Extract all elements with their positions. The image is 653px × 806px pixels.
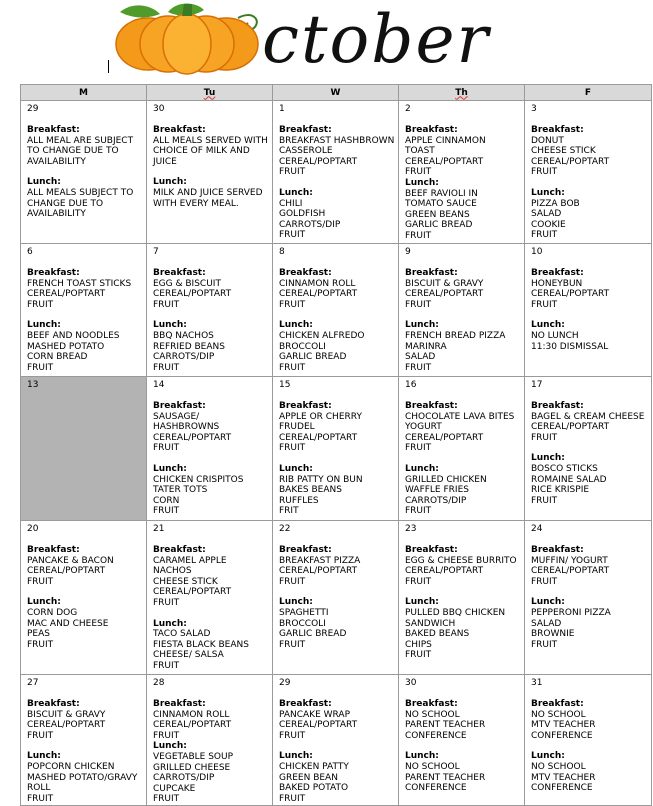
- lunch-item: BEEF AND NOODLES: [27, 330, 120, 341]
- lunch-label: Lunch:: [405, 463, 439, 474]
- breakfast-label: Breakfast:: [279, 125, 332, 135]
- lunch-item: NO LUNCH: [531, 330, 579, 341]
- lunch-label: Lunch:: [405, 177, 439, 188]
- breakfast-label: Breakfast:: [153, 125, 206, 135]
- day-cell-monday: [21, 521, 147, 675]
- lunch-item: PEAS: [27, 629, 50, 640]
- breakfast-item: FRUIT: [531, 432, 558, 443]
- day-number: 8: [279, 247, 285, 257]
- lunch-item: FRENCH BREAD PIZZA: [405, 330, 506, 341]
- breakfast-label: Breakfast:: [27, 125, 80, 135]
- breakfast-item: CEREAL/POPTART: [153, 289, 232, 300]
- lunch-item: FRIT: [279, 506, 299, 517]
- breakfast-item: PANCAKE WRAP: [279, 709, 351, 720]
- breakfast-item: FRUIT: [405, 576, 432, 587]
- day-cell-wednesday: [273, 244, 399, 377]
- lunch-item: FRUIT: [279, 362, 306, 373]
- lunch-label: Lunch:: [279, 320, 313, 331]
- page-header: [0, 0, 653, 84]
- breakfast-item: FRUIT: [153, 443, 180, 454]
- lunch-item: CORN: [153, 495, 180, 506]
- day-number: 31: [531, 678, 543, 688]
- breakfast-item: FRUIT: [531, 167, 558, 178]
- lunch-label: Lunch:: [153, 320, 187, 331]
- breakfast-item: HASHBROWNS: [153, 422, 220, 433]
- breakfast-item: PARENT TEACHER: [405, 720, 486, 731]
- breakfast-label: Breakfast:: [405, 699, 458, 709]
- day-number: 21: [153, 524, 165, 534]
- lunch-item: NO SCHOOL: [405, 761, 460, 772]
- breakfast-label: Breakfast:: [153, 401, 206, 411]
- breakfast-item: BREAKFAST HASHBROWN: [279, 135, 395, 146]
- lunch-item: CARROTS/DIP: [153, 773, 215, 784]
- breakfast-item: CEREAL/POPTART: [279, 156, 358, 167]
- breakfast-item: CONFERENCE: [405, 730, 467, 741]
- breakfast-item: JUICE: [153, 156, 177, 167]
- week-row: [21, 101, 652, 244]
- breakfast-label: Breakfast:: [279, 268, 332, 278]
- lunch-label: Lunch:: [27, 320, 61, 331]
- breakfast-item: TOAST: [405, 146, 435, 157]
- lunch-item: PULLED BBQ CHICKEN: [405, 607, 506, 618]
- day-cell-friday: [525, 675, 652, 806]
- breakfast-item: DONUT: [531, 135, 564, 146]
- lunch-item: FRUIT: [27, 793, 54, 804]
- breakfast-item: NO SCHOOL: [405, 709, 460, 720]
- lunch-item: SALAD: [531, 209, 562, 220]
- breakfast-item: BISCUIT & GRAVY: [405, 278, 484, 289]
- breakfast-item: CEREAL/POPTART: [405, 432, 484, 443]
- lunch-item: TACO SALAD: [153, 629, 211, 640]
- breakfast-item: CEREAL/POPTART: [27, 720, 106, 731]
- breakfast-item: PANCAKE & BACON: [27, 555, 114, 566]
- lunch-item: FRUIT: [279, 230, 306, 241]
- lunch-item: CHEESE/ SALSA: [153, 650, 224, 661]
- lunch-item: CARROTS/DIP: [405, 495, 467, 506]
- lunch-item: POPCORN CHICKEN: [27, 761, 115, 772]
- lunch-item: GARLIC BREAD: [405, 220, 473, 231]
- day-number: 22: [279, 524, 291, 534]
- lunch-item: MASHED POTATO/GRAVY: [27, 772, 138, 783]
- breakfast-item: MTV TEACHER: [531, 720, 596, 731]
- breakfast-item: FRUIT: [405, 443, 432, 454]
- lunch-item: CARROTS/DIP: [153, 352, 215, 363]
- day-cell-wednesday: [273, 675, 399, 806]
- week-row: [21, 377, 652, 521]
- day-cell-tuesday: [147, 244, 273, 377]
- lunch-label: Lunch:: [531, 320, 565, 331]
- lunch-label: Lunch:: [405, 320, 439, 331]
- breakfast-item: FRUIT: [27, 299, 54, 310]
- lunch-item: FRUIT: [405, 650, 432, 661]
- breakfast-item: CEREAL/POPTART: [279, 432, 358, 443]
- breakfast-item: CHEESE STICK: [153, 576, 218, 587]
- breakfast-item: FRUIT: [279, 299, 306, 310]
- day-number: 16: [405, 380, 417, 390]
- lunch-item: PARENT TEACHER: [405, 772, 486, 783]
- lunch-item: FRUIT: [27, 362, 54, 373]
- breakfast-label: Breakfast:: [27, 545, 80, 555]
- lunch-item: CONFERENCE: [531, 783, 593, 794]
- breakfast-item: CEREAL/POPTART: [279, 566, 358, 577]
- breakfast-item: FRUIT: [405, 299, 432, 310]
- day-cell-monday: [21, 377, 147, 521]
- lunch-item: FRUIT: [405, 230, 432, 241]
- breakfast-item: MUFFIN/ YOGURT: [531, 555, 608, 566]
- breakfast-label: Breakfast:: [531, 268, 584, 278]
- breakfast-item: CEREAL/POPTART: [405, 156, 484, 167]
- lunch-item: MASHED POTATO: [27, 341, 105, 352]
- breakfast-item: ALL MEALS SERVED WITH: [153, 135, 268, 146]
- day-number: 23: [405, 524, 417, 534]
- lunch-label: Lunch:: [153, 618, 187, 629]
- day-cell-monday: [21, 101, 147, 244]
- breakfast-item: NO SCHOOL: [531, 709, 586, 720]
- lunch-label: Lunch:: [405, 597, 439, 608]
- day-cell-monday: [21, 675, 147, 806]
- lunch-item: MILK AND JUICE SERVED: [153, 187, 263, 198]
- lunch-item: RIB PATTY ON BUN: [279, 474, 363, 485]
- day-number: 6: [27, 247, 33, 257]
- breakfast-item: BREAKFAST PIZZA: [279, 555, 361, 566]
- day-number: 10: [531, 247, 543, 257]
- lunch-item: GRILLED CHEESE: [153, 762, 231, 773]
- breakfast-item: CHOICE OF MILK AND: [153, 146, 250, 157]
- lunch-item: SALAD: [531, 618, 562, 629]
- lunch-item: ALL MEALS SUBJECT TO: [27, 187, 134, 198]
- breakfast-item: CEREAL/POPTART: [531, 422, 610, 433]
- breakfast-item: BISCUIT & GRAVY: [27, 709, 106, 720]
- breakfast-label: Breakfast:: [153, 268, 206, 278]
- breakfast-item: EGG & BISCUIT: [153, 278, 221, 289]
- day-number: 27: [27, 678, 39, 688]
- day-cell-wednesday: [273, 101, 399, 244]
- day-number: 7: [153, 247, 159, 257]
- day-cell-tuesday: [147, 675, 273, 806]
- lunch-item: MAC AND CHEESE: [27, 618, 109, 629]
- breakfast-item: YOGURT: [405, 422, 442, 433]
- lunch-item: CHICKEN PATTY: [279, 761, 349, 772]
- breakfast-item: FRUIT: [279, 167, 306, 178]
- breakfast-item: ALL MEAL ARE SUBJECT: [27, 135, 134, 146]
- breakfast-item: APPLE CINNAMON: [405, 135, 486, 146]
- lunch-item: PEPPERONI PIZZA: [531, 607, 611, 618]
- lunch-item: COOKIE: [531, 219, 566, 230]
- weekday-tuesday: Tu: [147, 85, 273, 101]
- lunch-item: BAKED POTATO: [279, 783, 349, 794]
- lunch-item: MTV TEACHER: [531, 772, 596, 783]
- breakfast-label: Breakfast:: [531, 545, 584, 555]
- breakfast-item: TO CHANGE DUE TO: [27, 146, 119, 157]
- week-row: [21, 675, 652, 806]
- day-number: 14: [153, 380, 165, 390]
- day-number: 29: [27, 104, 39, 114]
- day-number: 28: [153, 678, 165, 688]
- lunch-item: BBQ NACHOS: [153, 330, 214, 341]
- weekday-wednesday: W: [273, 85, 399, 101]
- breakfast-item: NACHOS: [153, 566, 192, 577]
- day-number: 2: [405, 104, 411, 114]
- day-cell-friday: [525, 377, 652, 521]
- breakfast-label: Breakfast:: [153, 699, 206, 709]
- breakfast-item: AVAILABILITY: [27, 156, 86, 167]
- breakfast-item: CEREAL/POPTART: [405, 289, 484, 300]
- breakfast-label: Breakfast:: [27, 268, 80, 278]
- breakfast-item: FRUIT: [153, 730, 180, 741]
- text-cursor: [108, 60, 109, 73]
- day-cell-thursday: [399, 101, 525, 244]
- lunch-item: CHILI: [279, 198, 303, 209]
- breakfast-item: CHEESE STICK: [531, 146, 596, 157]
- breakfast-item: CEREAL/POPTART: [405, 566, 484, 577]
- lunch-item: VEGETABLE SOUP: [153, 751, 234, 762]
- lunch-item: FRUIT: [27, 639, 54, 650]
- lunch-item: CHICKEN ALFREDO: [279, 330, 365, 341]
- lunch-item: FRUIT: [279, 793, 306, 804]
- lunch-label: Lunch:: [531, 187, 565, 198]
- day-cell-monday: [21, 244, 147, 377]
- weekday-monday: M: [21, 85, 147, 101]
- lunch-item: WITH EVERY MEAL.: [153, 198, 239, 209]
- day-cell-tuesday: [147, 377, 273, 521]
- lunch-item: BAKES BEANS: [279, 485, 342, 496]
- lunch-label: Lunch:: [531, 597, 565, 608]
- lunch-item: GARLIC BREAD: [279, 629, 347, 640]
- breakfast-item: FRENCH TOAST STICKS: [27, 278, 132, 289]
- lunch-item: BROCCOLI: [279, 618, 326, 629]
- lunch-item: BOSCO STICKS: [531, 463, 598, 474]
- breakfast-item: FRUIT: [27, 730, 54, 741]
- weekday-friday: F: [525, 85, 652, 101]
- weekday-header-row: [21, 85, 652, 101]
- breakfast-item: CEREAL/POPTART: [531, 566, 610, 577]
- day-cell-tuesday: [147, 101, 273, 244]
- lunch-item: FRUIT: [405, 506, 432, 517]
- lunch-item: TATER TOTS: [153, 485, 208, 496]
- day-cell-friday: [525, 244, 652, 377]
- breakfast-item: CEREAL/POPTART: [27, 289, 106, 300]
- lunch-item: CHICKEN CRISPITOS: [153, 474, 244, 485]
- breakfast-item: CEREAL/POPTART: [27, 566, 106, 577]
- day-cell-thursday: [399, 521, 525, 675]
- day-cell-wednesday: [273, 377, 399, 521]
- day-cell-thursday: [399, 377, 525, 521]
- day-number: 1: [279, 104, 285, 114]
- breakfast-item: FRUIT: [279, 730, 306, 741]
- lunch-item: FRUIT: [279, 639, 306, 650]
- lunch-item: FRUIT: [531, 230, 558, 241]
- breakfast-item: HONEYBUN: [531, 278, 583, 289]
- lunch-label: Lunch:: [531, 453, 565, 464]
- lunch-item: BAKED BEANS: [405, 629, 470, 640]
- lunch-item: PIZZA BOB: [531, 198, 580, 209]
- breakfast-item: CHOCOLATE LAVA BITES: [405, 411, 515, 422]
- day-number: 30: [405, 678, 417, 688]
- lunch-item: GOLDFISH: [279, 209, 326, 220]
- lunch-label: Lunch:: [405, 751, 439, 762]
- breakfast-item: CEREAL/POPTART: [279, 720, 358, 731]
- lunch-item: GREEN BEAN: [279, 772, 338, 783]
- breakfast-item: BAGEL & CREAM CHEESE: [531, 411, 645, 422]
- breakfast-item: CEREAL/POPTART: [531, 156, 610, 167]
- week-row: [21, 521, 652, 675]
- day-cell-thursday: [399, 675, 525, 806]
- day-number: 20: [27, 524, 39, 534]
- pumpkin-icon: [116, 4, 258, 75]
- ctober-letters: ctober: [262, 1, 491, 78]
- lunch-item: BROCCOLI: [279, 341, 326, 352]
- lunch-item: GREEN BEANS: [405, 209, 470, 220]
- breakfast-item: FRUIT: [153, 299, 180, 310]
- lunch-item: CHANGE DUE TO: [27, 198, 104, 209]
- breakfast-label: Breakfast:: [279, 699, 332, 709]
- lunch-item: TOMATO SAUCE: [405, 199, 477, 210]
- breakfast-item: CEREAL/POPTART: [153, 720, 232, 731]
- lunch-label: Lunch:: [531, 751, 565, 762]
- lunch-item: FRUIT: [153, 794, 180, 805]
- lunch-item: FIESTA BLACK BEANS: [153, 639, 249, 650]
- day-cell-friday: [525, 521, 652, 675]
- breakfast-item: CONFERENCE: [531, 730, 593, 741]
- breakfast-label: Breakfast:: [27, 699, 80, 709]
- breakfast-item: FRUIT: [279, 576, 306, 587]
- lunch-label: Lunch:: [27, 751, 61, 762]
- lunch-item: FRUIT: [531, 639, 558, 650]
- day-number: 30: [153, 104, 165, 114]
- lunch-item: CARROTS/DIP: [279, 219, 341, 230]
- lunch-item: GRILLED CHICKEN: [405, 474, 487, 485]
- lunch-menu-calendar: [20, 84, 652, 806]
- breakfast-label: Breakfast:: [405, 268, 458, 278]
- breakfast-item: EGG & CHEESE BURRITO: [405, 555, 517, 566]
- breakfast-item: CEREAL/POPTART: [153, 587, 232, 598]
- lunch-label: Lunch:: [279, 597, 313, 608]
- lunch-item: CUPCAKE: [153, 783, 196, 794]
- october-title-graphic: [0, 0, 653, 84]
- breakfast-item: CEREAL/POPTART: [531, 289, 610, 300]
- lunch-item: CONFERENCE: [405, 783, 467, 794]
- day-cell-thursday: [399, 244, 525, 377]
- lunch-item: FRUIT: [405, 362, 432, 373]
- breakfast-item: APPLE OR CHERRY: [279, 411, 362, 422]
- breakfast-label: Breakfast:: [279, 545, 332, 555]
- lunch-label: Lunch:: [153, 463, 187, 474]
- breakfast-label: Breakfast:: [405, 401, 458, 411]
- lunch-item: BROWNIE: [531, 629, 575, 640]
- lunch-item: GARLIC BREAD: [279, 352, 347, 363]
- lunch-item: FRUIT: [531, 495, 558, 506]
- day-number: 13: [27, 380, 39, 390]
- breakfast-label: Breakfast:: [405, 125, 458, 135]
- lunch-item: SALAD: [405, 352, 436, 363]
- lunch-label: Lunch:: [153, 741, 187, 752]
- breakfast-item: CARAMEL APPLE: [153, 555, 227, 566]
- breakfast-item: CEREAL/POPTART: [279, 289, 358, 300]
- lunch-item: 11:30 DISMISSAL: [531, 341, 609, 352]
- lunch-item: RICE KRISPIE: [531, 485, 590, 496]
- lunch-item: WAFFLE FRIES: [405, 485, 469, 496]
- lunch-label: Lunch:: [279, 463, 313, 474]
- breakfast-item: CINNAMON ROLL: [279, 278, 356, 289]
- week-row: [21, 244, 652, 377]
- lunch-item: ROMAINE SALAD: [531, 474, 607, 485]
- lunch-label: Lunch:: [27, 597, 61, 608]
- lunch-item: NO SCHOOL: [531, 761, 586, 772]
- breakfast-item: CINNAMON ROLL: [153, 709, 230, 720]
- breakfast-item: FRUIT: [405, 167, 432, 178]
- breakfast-item: FRUIT: [27, 576, 54, 587]
- lunch-item: RUFFLES: [279, 495, 319, 506]
- breakfast-item: FRUIT: [153, 597, 180, 608]
- breakfast-label: Breakfast:: [279, 401, 332, 411]
- day-number: 24: [531, 524, 543, 534]
- lunch-item: CHIPS: [405, 639, 432, 650]
- lunch-item: AVAILABILITY: [27, 209, 86, 220]
- lunch-item: SANDWICH: [405, 618, 456, 629]
- day-number: 17: [531, 380, 543, 390]
- breakfast-item: FRUIT: [531, 299, 558, 310]
- breakfast-item: FRUIT: [531, 576, 558, 587]
- day-cell-friday: [525, 101, 652, 244]
- breakfast-label: Breakfast:: [531, 699, 584, 709]
- day-number: 9: [405, 247, 411, 257]
- lunch-item: SPAGHETTI: [279, 607, 329, 618]
- day-number: 3: [531, 104, 537, 114]
- lunch-item: FRUIT: [153, 660, 180, 671]
- lunch-item: FRUIT: [153, 362, 180, 373]
- lunch-label: Lunch:: [279, 751, 313, 762]
- breakfast-item: CASSEROLE: [279, 146, 333, 157]
- breakfast-item: FRUDEL: [279, 422, 315, 433]
- breakfast-item: SAUSAGE/: [153, 411, 200, 422]
- day-number: 15: [279, 380, 291, 390]
- lunch-item: CORN DOG: [27, 607, 78, 618]
- lunch-item: CORN BREAD: [27, 352, 88, 363]
- lunch-item: FRUIT: [153, 506, 180, 517]
- lunch-item: BEEF RAVIOLI IN: [405, 188, 478, 199]
- breakfast-item: CEREAL/POPTART: [153, 432, 232, 443]
- breakfast-label: Breakfast:: [531, 125, 584, 135]
- day-cell-wednesday: [273, 521, 399, 675]
- breakfast-label: Breakfast:: [531, 401, 584, 411]
- day-number: 29: [279, 678, 291, 688]
- breakfast-label: Breakfast:: [153, 545, 206, 555]
- day-cell-tuesday: [147, 521, 273, 675]
- lunch-label: Lunch:: [279, 187, 313, 198]
- lunch-label: Lunch:: [27, 177, 61, 188]
- breakfast-item: FRUIT: [279, 443, 306, 454]
- weekday-thursday: Th: [399, 85, 525, 101]
- breakfast-label: Breakfast:: [405, 545, 458, 555]
- lunch-item: REFRIED BEANS: [153, 341, 225, 352]
- lunch-item: ROLL: [27, 783, 51, 794]
- lunch-label: Lunch:: [153, 177, 187, 188]
- lunch-item: MARINRA: [405, 341, 447, 352]
